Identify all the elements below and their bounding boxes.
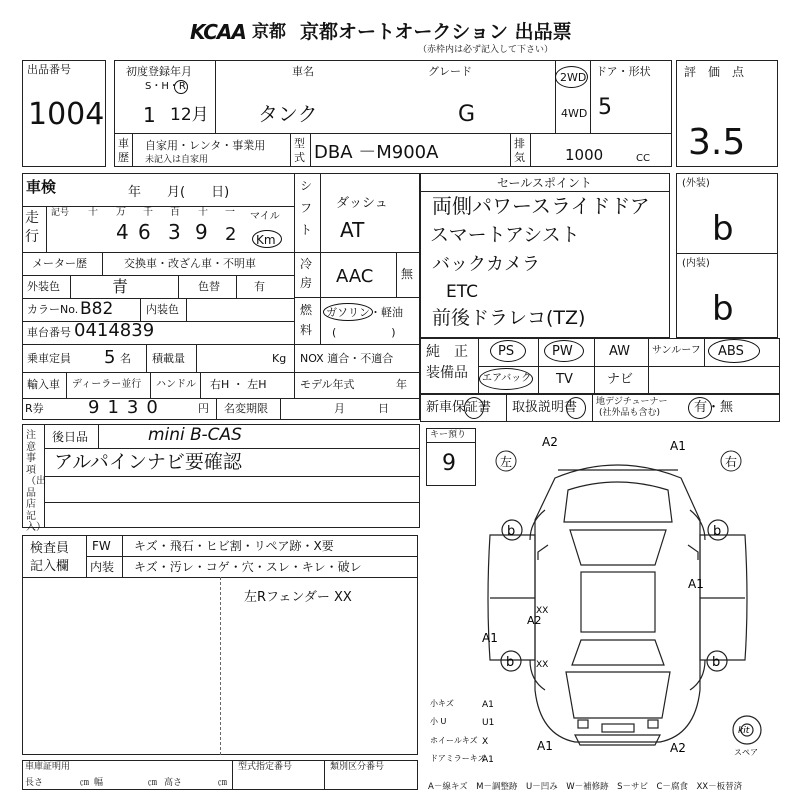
- equip-airbag: エアバック: [482, 373, 532, 384]
- meter-label: メーター歴: [32, 257, 87, 270]
- after-items-value: mini B-CAS: [148, 425, 242, 445]
- legend-code-2: U1: [482, 718, 495, 728]
- sales-point-title: セールスポイント: [497, 176, 592, 190]
- diagram-right-label: 右: [725, 455, 738, 469]
- length-unit: ㎝: [80, 778, 90, 788]
- model-value: DBA －M900A: [314, 142, 439, 163]
- sales-point-5: 前後ドラレコ(TZ): [432, 307, 586, 329]
- width-unit: ㎝: [148, 778, 158, 788]
- mark-front-left: A2: [542, 435, 558, 449]
- unit-1: 一: [225, 207, 235, 218]
- mark-rear-left-xx-2: XX: [536, 660, 549, 670]
- unit-100: 百: [170, 207, 180, 218]
- capacity-unit: 名: [120, 352, 131, 365]
- handle-options: 右H ・ 左H: [210, 378, 267, 391]
- fw-items: キズ・飛石・ヒビ割・リペア跡・X要: [134, 539, 334, 553]
- history-options: 自家用・レンタ・事業用: [145, 139, 266, 152]
- name-change-fields: 月 日: [334, 402, 389, 415]
- legend-row-2: 小 U: [430, 717, 447, 726]
- model-year-unit: 年: [396, 378, 407, 391]
- damage-code-legend: A－線キズ M－調整跡 U－凹み W－補修跡 S－サビ C－腐食 XX－板替済: [428, 782, 743, 792]
- equip-ps: PS: [498, 344, 515, 359]
- equip-abs: ABS: [718, 344, 744, 359]
- lot-label: 出品番号: [27, 63, 71, 76]
- recycle-label: R券: [25, 402, 44, 415]
- equipment-label-2: 装備品: [426, 365, 468, 381]
- ac-label-1: 冷: [300, 257, 313, 271]
- unit-1k: 千: [143, 207, 153, 218]
- equip-navi: ナビ: [607, 372, 634, 387]
- mileage-unit-label: マイル: [250, 211, 280, 222]
- int-label: 内装: [90, 560, 115, 574]
- chassis-number: 0414839: [74, 320, 155, 341]
- mileage-digit-5: 2: [225, 224, 237, 245]
- legend-code-4: A1: [482, 755, 494, 765]
- mark-rear-left-wheel: b: [506, 655, 515, 670]
- interior-grade: b: [712, 289, 734, 329]
- inspector-label-2: 記入欄: [30, 559, 70, 574]
- legend-code-1: A1: [482, 700, 494, 710]
- first-reg-label: 初度登録年月: [126, 65, 192, 78]
- legend-row-1: 小キズ: [430, 699, 454, 708]
- drive-4wd: 4WD: [561, 107, 588, 120]
- mark-front-right-wheel: b: [713, 524, 722, 539]
- ac-none: 無: [401, 267, 414, 281]
- mark-rear-left-xx-1: XX: [536, 606, 549, 616]
- exterior-color: 青: [112, 277, 129, 296]
- shift-label-3: ト: [300, 223, 313, 237]
- key-label: キー預り: [430, 430, 467, 440]
- model-year-label: モデル年式: [300, 378, 355, 391]
- nox-label: NOX 適合・不適合: [300, 352, 394, 365]
- mark-rear-left-quarter: A2: [527, 614, 542, 627]
- cert-label: 車庫証明用: [25, 762, 71, 772]
- ac-label-2: 房: [300, 276, 313, 290]
- mileage-label-2: 行: [25, 229, 39, 245]
- header-note: （赤枠内は必ず記入して下さい）: [418, 45, 554, 55]
- doc-warranty: 新車保証書: [426, 400, 492, 415]
- color-no-label: カラーNo.: [27, 303, 79, 316]
- interior-grade-label: (内装): [682, 258, 710, 269]
- mileage-mark: 記号: [51, 208, 70, 218]
- key-value: 9: [442, 451, 456, 476]
- after-items-label: 後日品: [52, 430, 89, 444]
- meter-options: 交換車・改ざん車・不明車: [124, 257, 256, 270]
- score-label: 評 価 点: [684, 65, 745, 79]
- fuel-options: ガソリン・軽油: [326, 306, 403, 319]
- legend-row-4: ドアミラーキズ: [430, 754, 486, 763]
- cc-label: CC: [636, 153, 650, 164]
- displacement-value: 1000: [565, 146, 604, 164]
- door-value: 5: [598, 95, 612, 120]
- history-label-2: 歴: [118, 151, 129, 164]
- equip-pw: PW: [552, 344, 573, 359]
- grade-label: グレード: [428, 65, 472, 78]
- first-reg-month: 12月: [170, 105, 209, 125]
- exterior-grade: b: [712, 209, 734, 249]
- name-change-label: 名変期限: [224, 402, 268, 415]
- unit-10k: 万: [116, 207, 126, 218]
- mark-rear-right-wheel: b: [712, 655, 721, 670]
- mileage-km: Km: [256, 233, 276, 247]
- equip-sunroof: サンルーフ: [652, 345, 701, 356]
- inspector-comment: 左Rフェンダー XX: [244, 590, 352, 605]
- handle-label: ハンドル: [156, 379, 196, 390]
- sheet-title: 京都オートオークション 出品票: [300, 21, 572, 43]
- history-note: 未記入は自家用: [145, 155, 209, 165]
- door-label: ドア・形状: [596, 65, 651, 78]
- digital-tuner-options: 有・無: [694, 400, 734, 415]
- recycle-value: 9130: [88, 397, 166, 418]
- load-label: 積載量: [152, 352, 185, 365]
- mileage-label-1: 走: [25, 210, 39, 226]
- yen-label: 円: [198, 402, 209, 415]
- car-name: タンク: [258, 102, 318, 126]
- class-no-label: 類別区分番号: [330, 762, 385, 772]
- model-label-1: 型: [294, 137, 305, 150]
- inspector-label-1: 検査員: [30, 541, 70, 556]
- inspection-fields: 年 月( 日): [128, 185, 230, 200]
- unit-10: 十: [198, 207, 208, 218]
- shift-label-2: フ: [300, 201, 313, 215]
- grade: G: [458, 102, 476, 127]
- mileage-digit-3: 3: [168, 220, 181, 244]
- mark-rear-left-bumper: A1: [537, 739, 553, 753]
- height-label: 高さ: [164, 778, 183, 788]
- dealer-label: ディーラー並行: [72, 379, 142, 390]
- legend-row-3: ホイールキズ: [430, 736, 478, 745]
- capacity-label: 乗車定員: [27, 352, 71, 365]
- spare-label: スペア: [734, 748, 758, 757]
- legend-code-3: X: [482, 737, 489, 747]
- first-reg-year: 1: [143, 103, 156, 127]
- import-label: 輸入車: [27, 378, 60, 391]
- spare-kit: kit: [738, 726, 750, 736]
- shift-value-1: ダッシュ: [336, 196, 388, 211]
- digital-tuner-note: (社外品も含む): [599, 408, 661, 418]
- type-no-label: 型式指定番号: [238, 762, 293, 772]
- color-no: B82: [80, 299, 114, 319]
- history-label-1: 車: [118, 137, 129, 150]
- era-label: S・H・R: [145, 81, 186, 92]
- shift-value-2: AT: [340, 218, 365, 242]
- digital-tuner-label: 地デジチューナー: [596, 397, 668, 407]
- height-unit: ㎝: [218, 778, 228, 788]
- capacity: 5: [104, 347, 116, 368]
- lot-number: 1004: [28, 97, 105, 132]
- sales-point-2: スマートアシスト: [430, 224, 580, 246]
- fuel-label-2: 料: [300, 323, 313, 337]
- mark-right-door: A1: [688, 577, 704, 591]
- model-label-2: 式: [294, 151, 305, 164]
- sales-point-3: バックカメラ: [432, 254, 540, 275]
- drive-2wd: 2WD: [560, 71, 587, 84]
- displacement-label-2: 気: [514, 151, 525, 164]
- score-value: 3.5: [688, 122, 746, 163]
- equipment-label-1: 純 正: [426, 344, 468, 360]
- mark-left-rear-panel: A1: [482, 631, 498, 645]
- sales-point-4: ETC: [446, 282, 478, 302]
- displacement-label-1: 排: [514, 137, 525, 150]
- mark-rear-right-bumper: A2: [670, 741, 686, 755]
- equip-aw: AW: [609, 344, 631, 359]
- exterior-color-label: 外装色: [27, 280, 60, 293]
- mileage-digit-2: 6: [138, 220, 151, 244]
- diagram-left-label: 左: [500, 455, 513, 469]
- inspection-label: 車検: [26, 178, 57, 196]
- width-label: 幅: [94, 778, 104, 788]
- color-change: 有: [254, 280, 265, 293]
- fw-label: FW: [92, 539, 111, 553]
- interior-color-label: 内装色: [146, 303, 179, 316]
- fuel-label-1: 燃: [300, 303, 313, 317]
- mileage-digit-1: 4: [116, 220, 129, 244]
- mark-front-left-wheel: b: [507, 524, 516, 539]
- notes-label: 注意事項（出品店記入）: [26, 430, 46, 533]
- chassis-label: 車台番号: [27, 326, 71, 339]
- mark-front-right: A1: [670, 439, 686, 453]
- load-unit: Kg: [272, 352, 287, 365]
- doc-manual: 取扱説明書: [512, 400, 578, 415]
- equip-tv: TV: [556, 372, 573, 387]
- ac-value: AAC: [336, 266, 374, 287]
- fuel-paren: ( ): [332, 326, 396, 339]
- unit-100k: 十: [88, 207, 98, 218]
- notes-value: アルパインナビ要確認: [54, 451, 242, 473]
- car-name-label: 車名: [292, 65, 314, 78]
- color-change-label: 色替: [198, 280, 220, 293]
- int-items: キズ・汚レ・コゲ・穴・スレ・キレ・破レ: [134, 560, 362, 574]
- kcaa-logo: KCAA: [190, 20, 246, 44]
- sales-point-1: 両側パワースライドドア: [432, 194, 650, 218]
- length-label: 長さ: [25, 778, 44, 788]
- logo-city: 京都: [252, 22, 286, 42]
- mileage-digit-4: 9: [195, 220, 208, 244]
- exterior-grade-label: (外装): [682, 178, 710, 189]
- shift-label-1: シ: [300, 179, 313, 193]
